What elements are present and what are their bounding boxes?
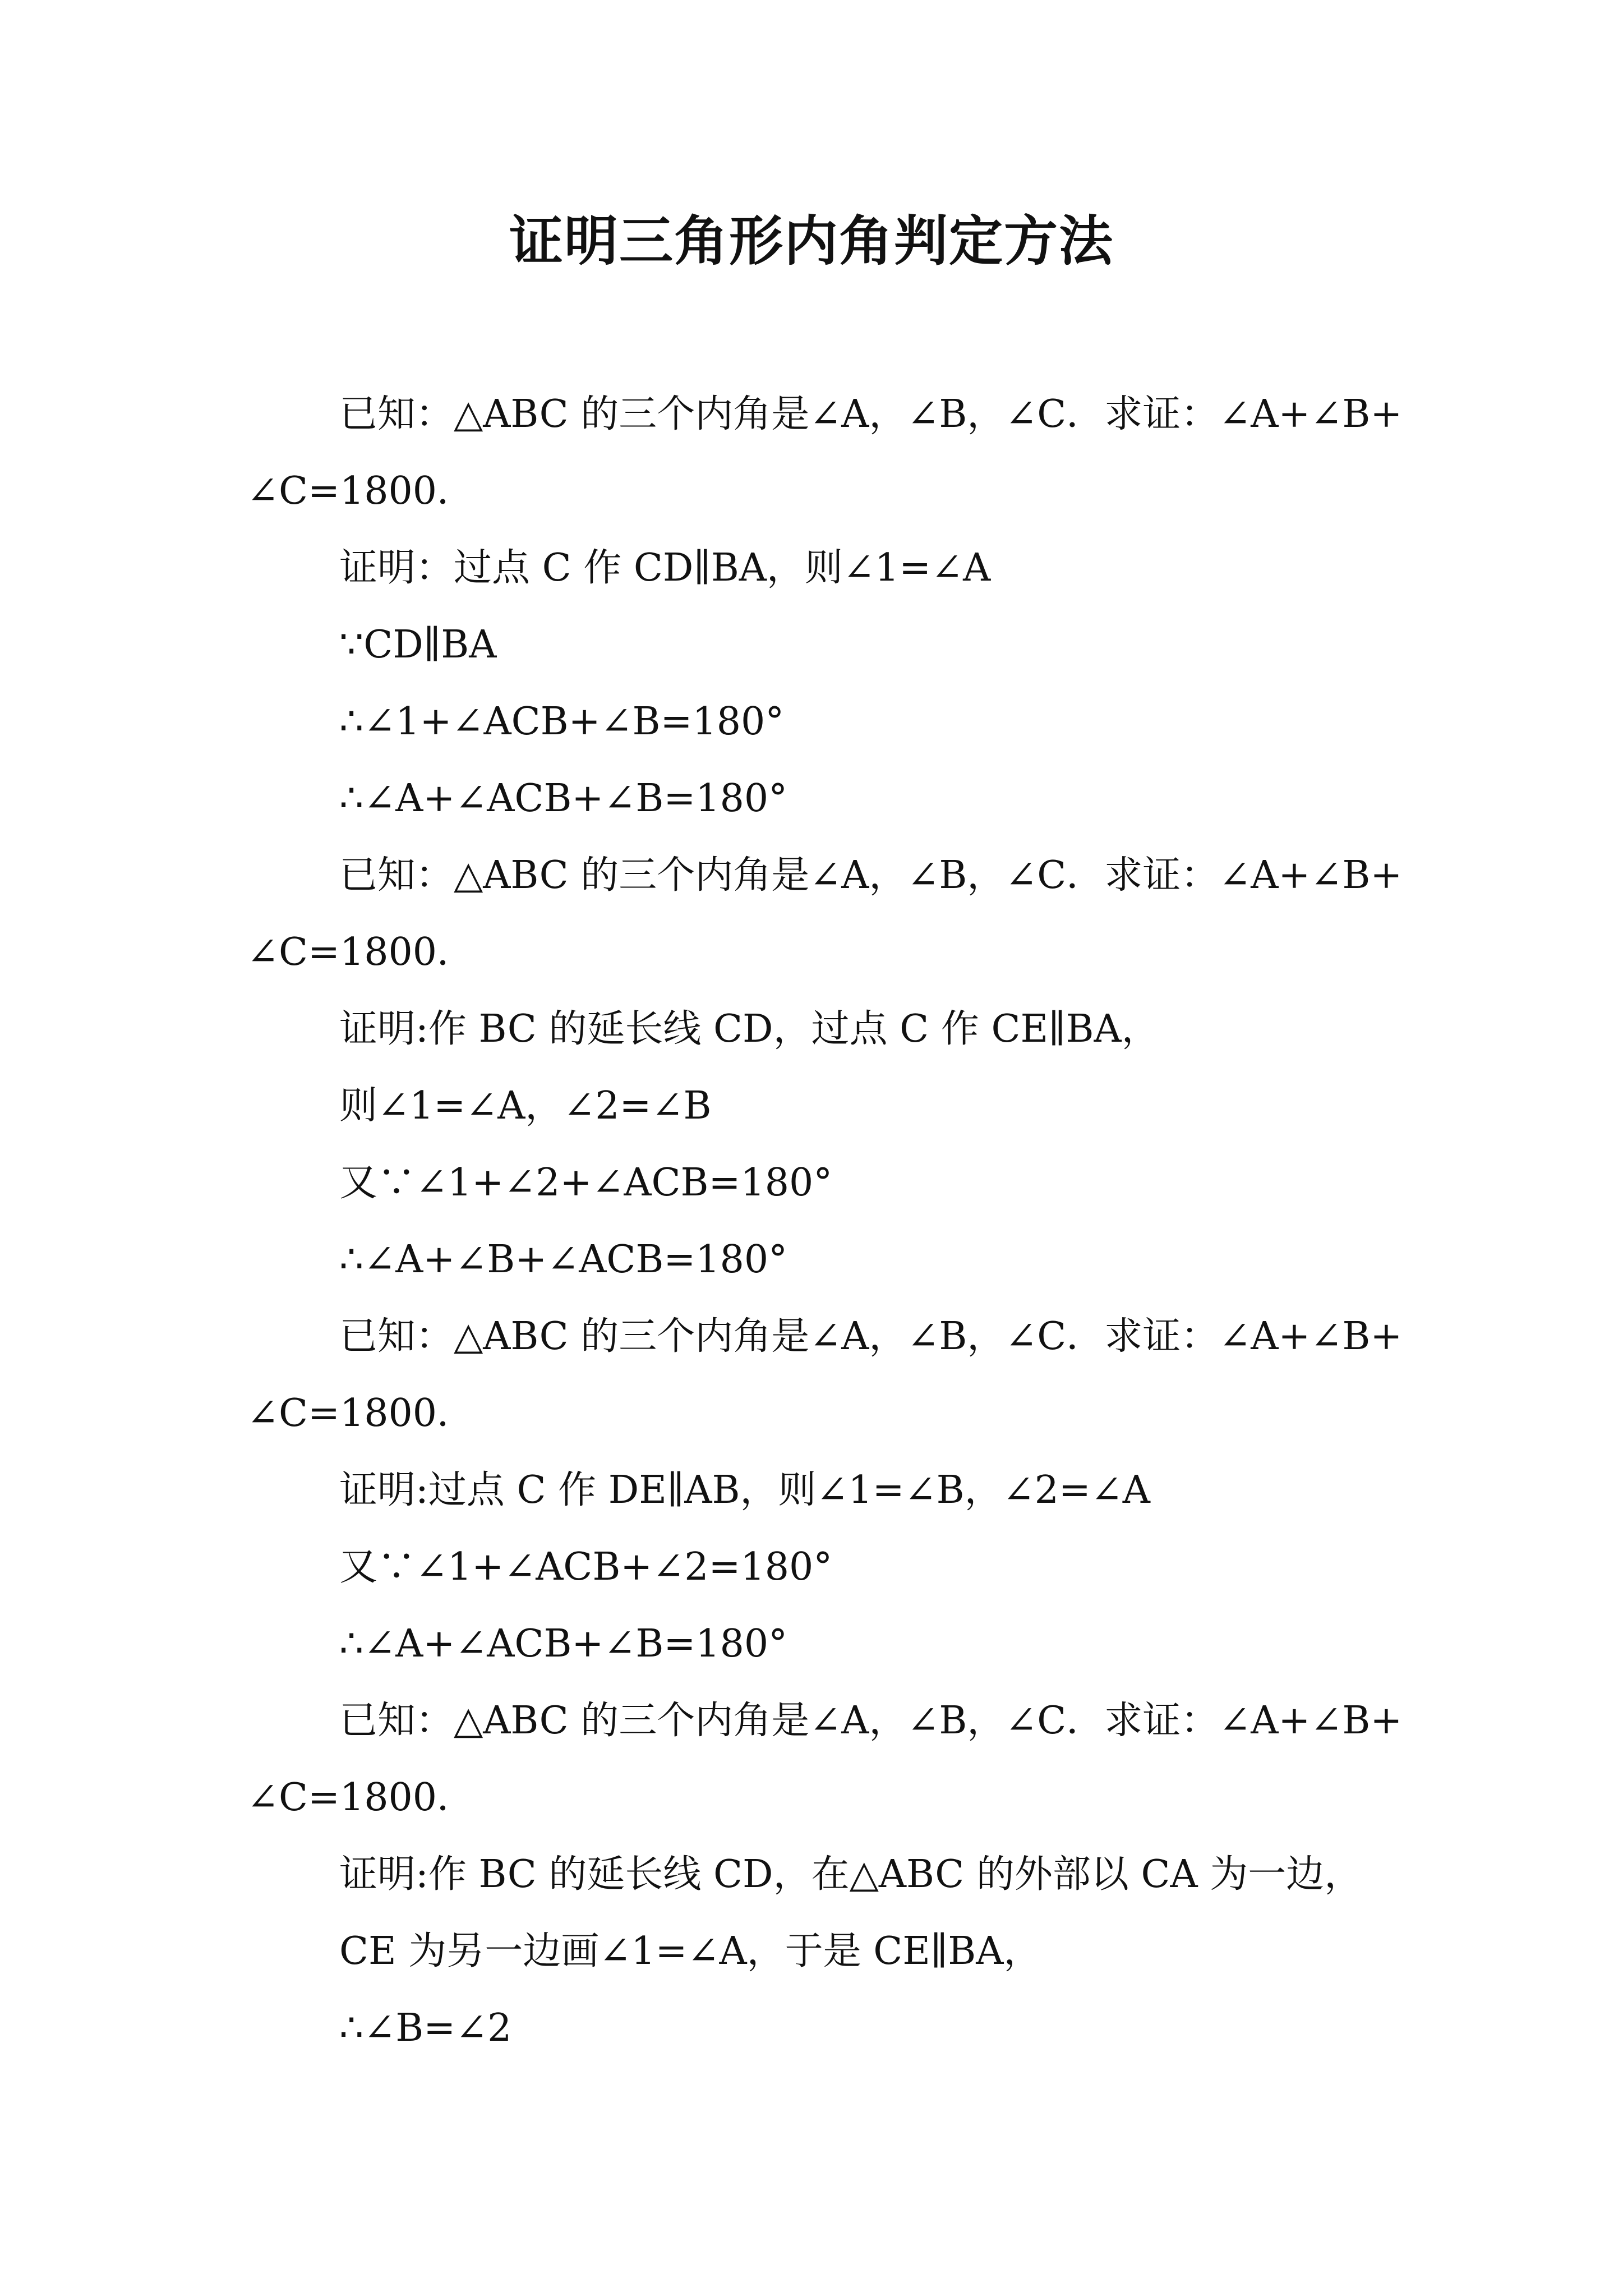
proof1-conclusion: ∴∠A+∠ACB+∠B=180°	[339, 776, 788, 821]
proof4-step: ∴∠B=∠2	[339, 2006, 512, 2050]
proof2-step: 则∠1=∠A，∠2=∠B	[339, 1084, 712, 1128]
proof2-step: 又∵∠1+∠2+∠ACB=180°	[339, 1161, 833, 1205]
proof3-step: 又∵∠1+∠ACB+∠2=180°	[339, 1545, 833, 1589]
proof3-given-continuation: ∠C=1800．	[247, 1391, 476, 1435]
document-body	[247, 376, 1413, 2067]
proof4-step: CE 为另一边画∠1=∠A，于是 CE∥BA，	[339, 1929, 1042, 1973]
proof4-given-continuation: ∠C=1800．	[247, 1775, 476, 1820]
proof3-given-line: 已知：△ABC 的三个内角是∠A，∠B，∠C．求证：∠A+∠B+	[339, 1314, 1403, 1359]
proof1-step: ∴∠1+∠ACB+∠B=180°	[339, 700, 785, 744]
proof2-given-continuation: ∠C=1800．	[247, 930, 476, 974]
proof4-step: 证明:作 BC 的延长线 CD，在△ABC 的外部以 CA 为一边，	[339, 1852, 1363, 1897]
proof3-conclusion: ∴∠A+∠ACB+∠B=180°	[339, 1622, 788, 1666]
proof2-given-line: 已知：△ABC 的三个内角是∠A，∠B，∠C．求证：∠A+∠B+	[339, 853, 1403, 898]
proof1-given-continuation: ∠C=1800．	[247, 469, 476, 513]
document-title: 证明三角形内角判定方法	[509, 209, 1114, 273]
proof3-step: 证明:过点 C 作 DE∥AB，则∠1=∠B，∠2=∠A	[339, 1468, 1150, 1512]
proof2-conclusion: ∴∠A+∠B+∠ACB=180°	[339, 1237, 788, 1282]
proof2-step: 证明:作 BC 的延长线 CD，过点 C 作 CE∥BA，	[339, 1007, 1160, 1051]
proof1-given-line: 已知：△ABC 的三个内角是∠A，∠B，∠C．求证：∠A+∠B+	[339, 392, 1403, 436]
proof1-step: 证明：过点 C 作 CD∥BA，则∠1=∠A	[339, 546, 991, 590]
proof4-given-line: 已知：△ABC 的三个内角是∠A，∠B，∠C．求证：∠A+∠B+	[339, 1699, 1403, 1743]
proof1-step: ∵CD∥BA	[339, 623, 497, 667]
